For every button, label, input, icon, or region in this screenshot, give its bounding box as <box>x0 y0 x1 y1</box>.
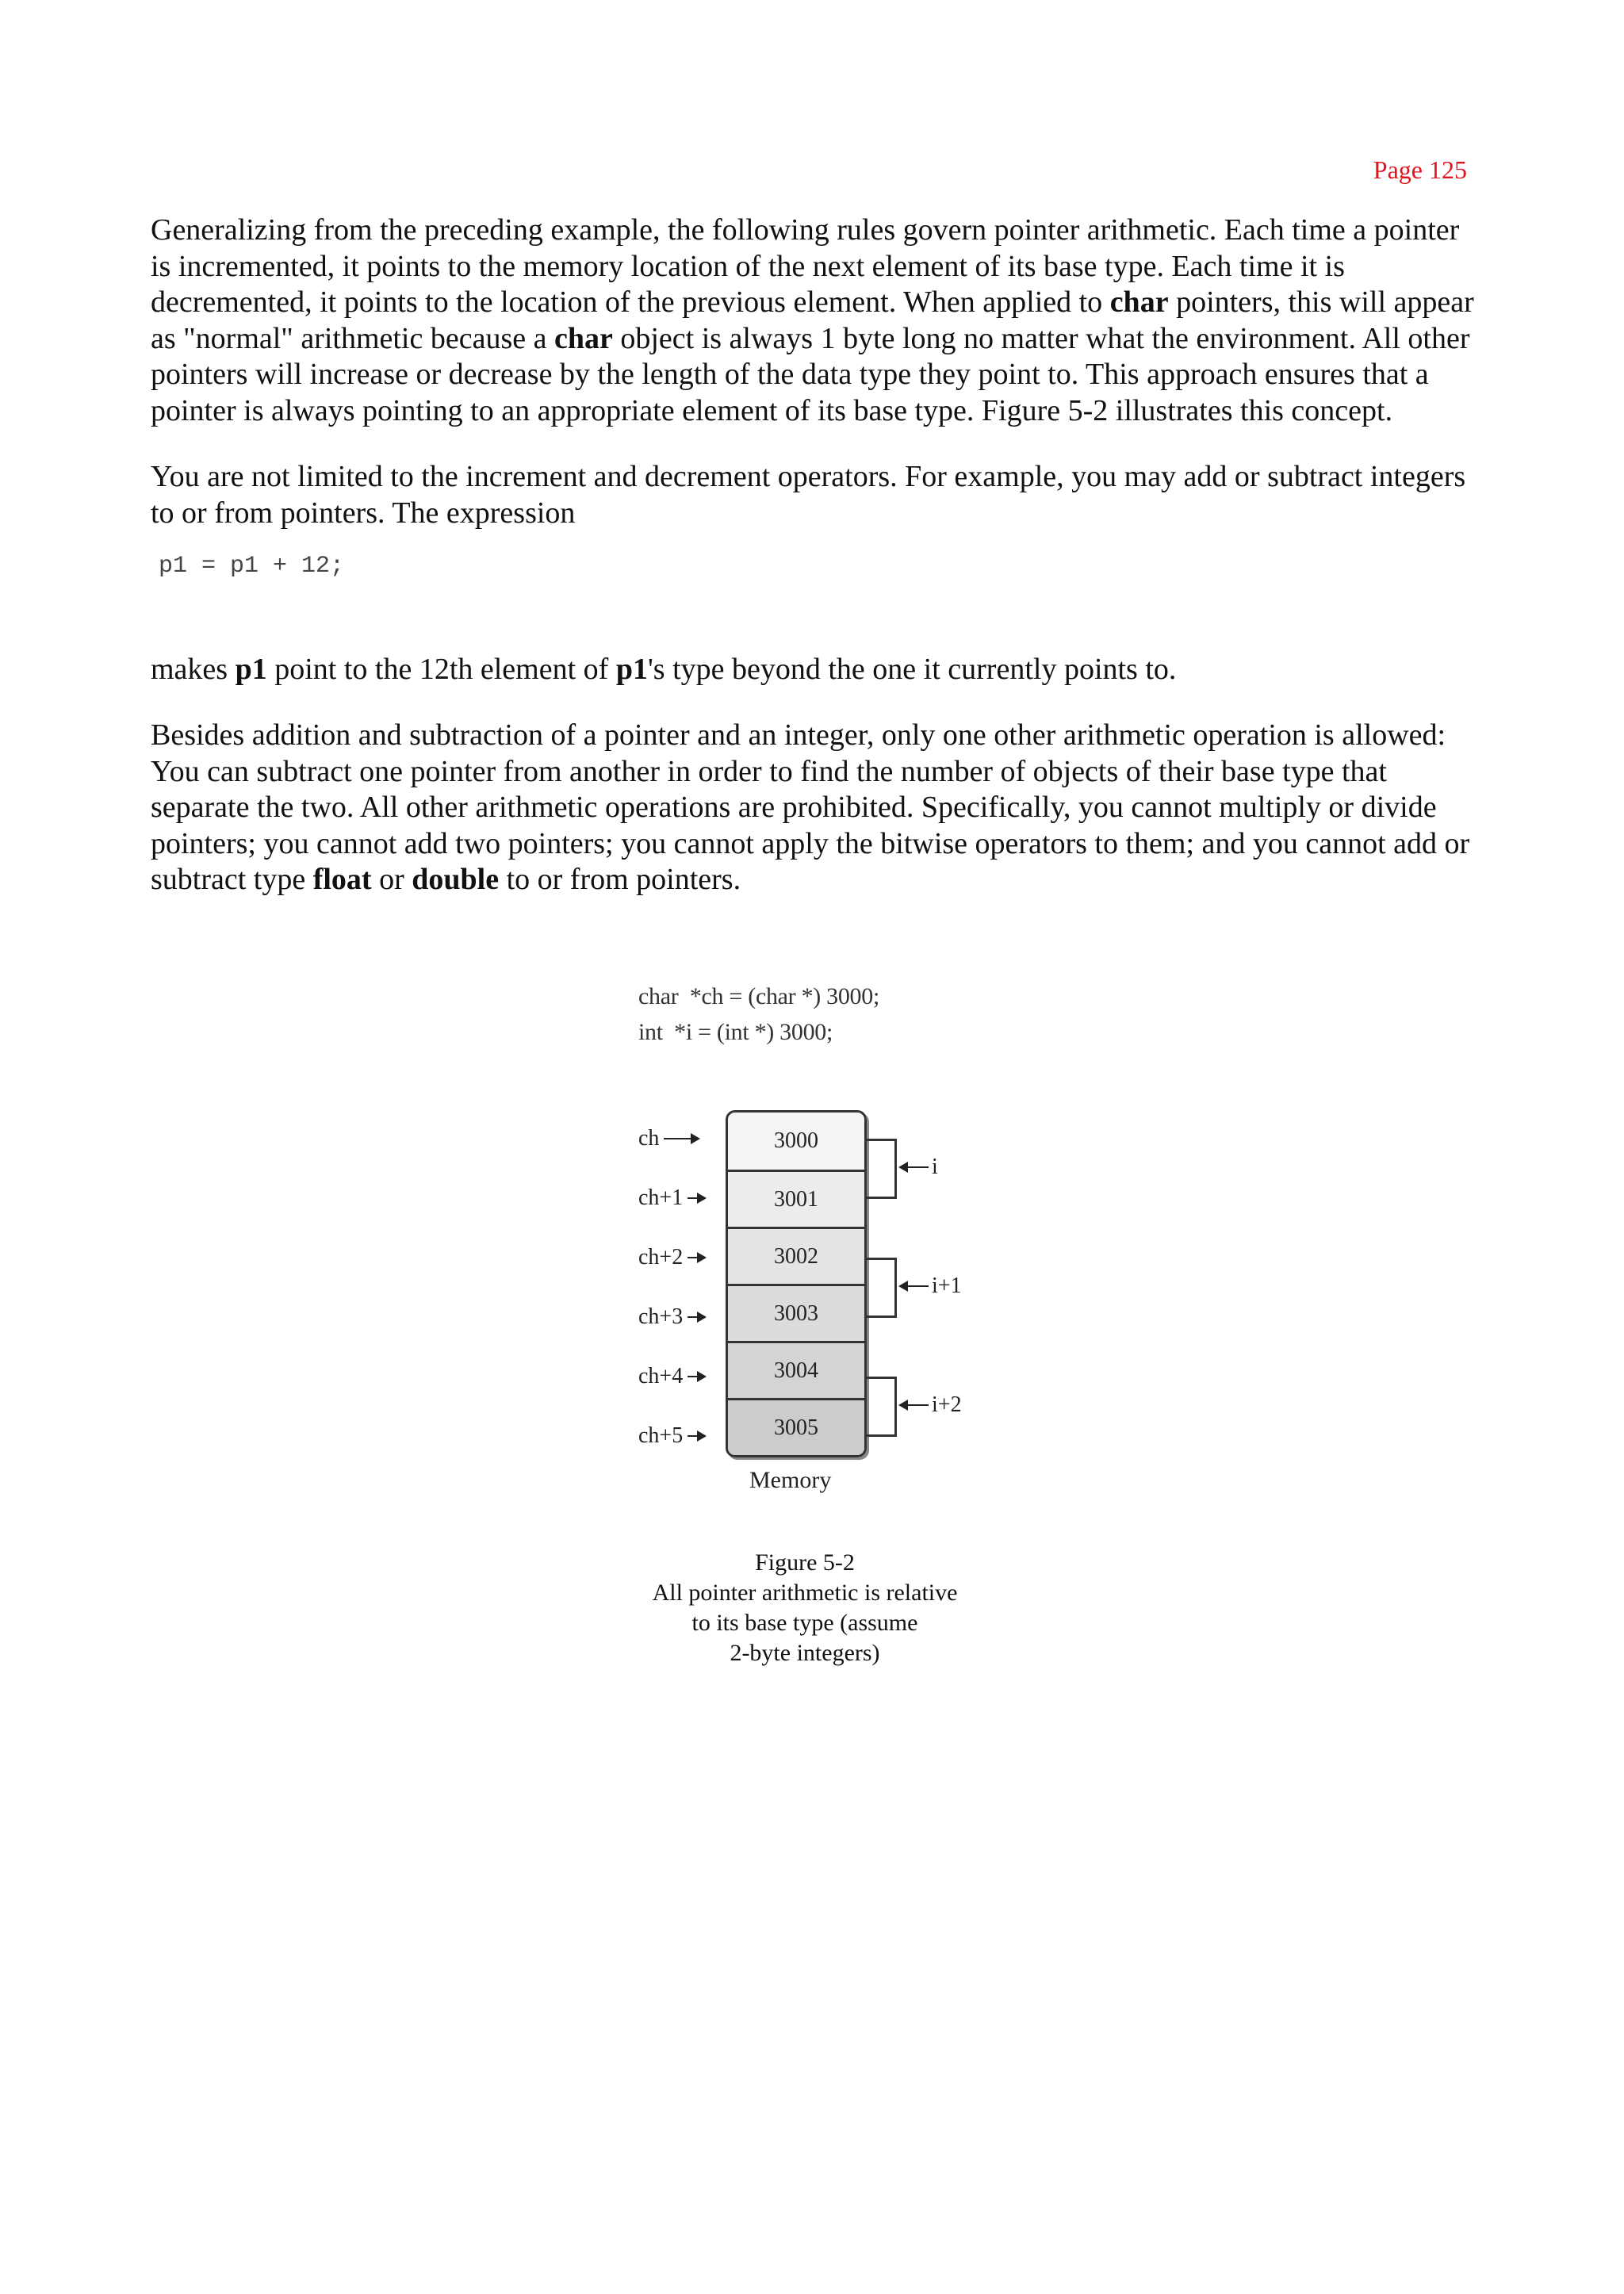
figure-code-line-char: char *ch = (char *) 3000; <box>638 983 879 1009</box>
ch-pointer-label <box>638 1170 705 1227</box>
text-run: pointers, this will appear as "normal" arithmetic because a <box>151 285 1474 355</box>
caption-line: All pointer arithmetic is relative <box>652 1580 958 1606</box>
memory-cell: 3002 <box>728 1227 864 1284</box>
int-bracket <box>867 1258 897 1318</box>
figure-caption <box>595 1548 1015 1668</box>
text-run: Besides addition and subtraction of a pointer and an integer, only one other arithmetic operation is allowed: You can subtract one pointer from another in order to find the number of objects of their base type that separate the two. All other arithmetic operations are prohibited. Specifically, you cannot multiply or divide pointers; you cannot add two pointers; you cannot apply the bitwise operators to them; and you cannot add or subtract type <box>151 718 1470 896</box>
i-pointer-label <box>900 1151 938 1183</box>
ch-label-text: ch+1 <box>638 1185 684 1210</box>
ch-label-text: ch <box>638 1126 660 1151</box>
code-snippet: p1 = p1 + 12; <box>159 553 345 580</box>
keyword-p1: p1 <box>235 652 267 686</box>
right-arrow-icon <box>688 1257 705 1258</box>
page-number: Page 125 <box>1373 155 1467 184</box>
int-bracket <box>867 1139 897 1199</box>
left-arrow-icon <box>900 1166 929 1168</box>
text-run: point to the 12th element of <box>266 652 616 686</box>
text-run: to or from pointers. <box>499 863 741 896</box>
keyword-char: char <box>1109 285 1169 319</box>
i-label-text: i <box>932 1155 938 1179</box>
right-arrow-icon <box>688 1376 705 1377</box>
text-run: object is always 1 byte long no matter what the environment. All other pointers will increase or decrease by the length of the data type they point to. This approach ensures that a pointer is always pointing to an appropriate element of its base type. Figure 5-2 illustrates this concept. <box>151 321 1470 427</box>
right-arrow-icon <box>664 1138 699 1139</box>
caption-line: 2-byte integers) <box>730 1640 880 1666</box>
ch-pointer-label <box>638 1229 705 1286</box>
ch-label-text: ch+2 <box>638 1245 684 1270</box>
text-run: or <box>371 863 412 896</box>
ch-label-text: ch+4 <box>638 1364 684 1388</box>
int-bracket <box>867 1377 897 1437</box>
right-arrow-icon <box>688 1197 705 1199</box>
memory-cell: 3005 <box>728 1398 864 1455</box>
ch-pointer-label <box>638 1289 705 1346</box>
body-text <box>151 213 1475 929</box>
caption-line: Figure 5-2 <box>755 1549 855 1576</box>
ch-label-text: ch+5 <box>638 1423 684 1448</box>
left-arrow-icon <box>900 1285 929 1287</box>
keyword-char: char <box>553 321 613 355</box>
i-pointer-label <box>900 1389 962 1421</box>
paragraph-pointer-rules <box>151 213 1475 429</box>
ch-pointer-label <box>638 1407 705 1465</box>
keyword-double: double <box>412 863 500 896</box>
paragraph-allowed-operations <box>151 718 1475 898</box>
left-arrow-icon <box>900 1404 929 1406</box>
keyword-float: float <box>312 863 372 896</box>
text-run: Generalizing from the preceding example, the following rules govern pointer arithmetic. Each time a pointer is incremented, it points to the memory location of the next element of its base type. Each time it is decremented, it points to the location of the previous element. When applied to <box>151 213 1460 319</box>
text-run: 's type beyond the one it currently points to. <box>647 652 1177 686</box>
paragraph-add-subtract: You are not limited to the increment and decrement operators. For example, you may add or subtract integers to or from pointers. The expression <box>151 460 1466 530</box>
caption-line: to its base type (assume <box>691 1610 918 1636</box>
ch-label-text: ch+3 <box>638 1304 684 1329</box>
memory-cell: 3000 <box>728 1113 864 1170</box>
paragraph-p1-explanation <box>151 652 1475 688</box>
right-arrow-icon <box>688 1435 705 1437</box>
text-run: makes <box>151 652 236 686</box>
memory-label: Memory <box>749 1467 832 1493</box>
ch-pointer-label <box>638 1348 705 1405</box>
i-pointer-label <box>900 1270 962 1302</box>
memory-cell: 3004 <box>728 1341 864 1398</box>
i-label-text: i+1 <box>932 1273 962 1298</box>
i-label-text: i+2 <box>932 1392 962 1417</box>
right-arrow-icon <box>688 1316 705 1318</box>
memory-cell: 3003 <box>728 1284 864 1341</box>
memory-block <box>726 1110 867 1457</box>
keyword-p1: p1 <box>615 652 648 686</box>
figure-code-line-int: int *i = (int *) 3000; <box>638 1019 833 1045</box>
ch-pointer-label <box>638 1110 699 1167</box>
memory-cell: 3001 <box>728 1170 864 1227</box>
